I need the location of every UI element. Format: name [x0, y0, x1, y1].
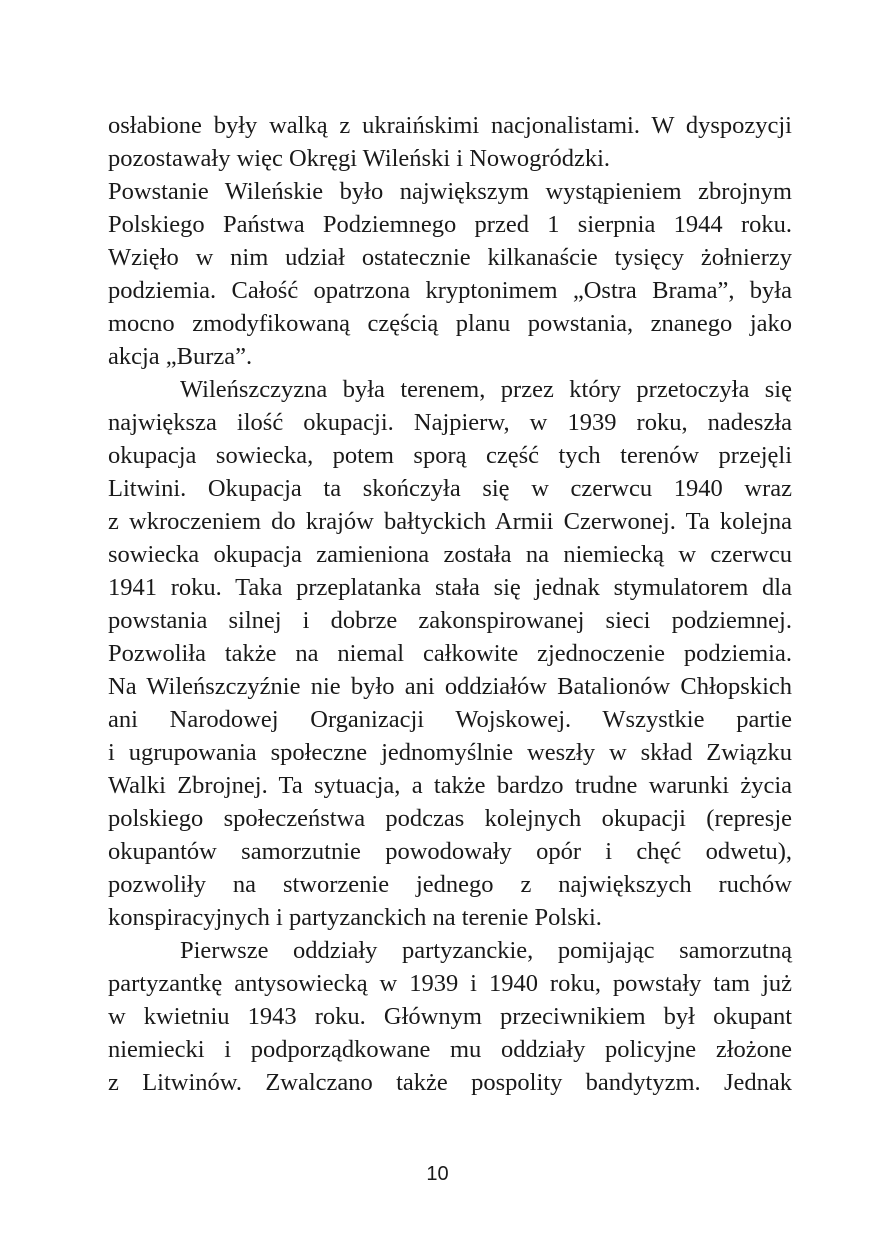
text-line: Na Wileńszczyźnie nie było ani oddziałów Batalionów Chłopskich: [108, 673, 792, 700]
paragraph: [108, 934, 792, 1099]
text-line: okupantów samorzutnie powodowały opór i chęć odwetu),: [108, 838, 792, 865]
text-line: 1941 roku. Taka przeplatanka stała się jednak stymulatorem dla: [108, 574, 792, 601]
text-line: konspiracyjnych i partyzanckich na terenie Polski.: [108, 904, 602, 931]
text-line: w kwietniu 1943 roku. Głównym przeciwnikiem był okupant: [108, 1003, 792, 1030]
text-line: Litwini. Okupacja ta skończyła się w czerwcu 1940 wraz: [108, 475, 792, 502]
text-line: ani Narodowej Organizacji Wojskowej. Wszystkie partie: [108, 706, 792, 733]
text-line: Pierwsze oddziały partyzanckie, pomijając samorzutną: [180, 937, 792, 964]
text-line: partyzantkę antysowiecką w 1939 i 1940 roku, powstały tam już: [108, 970, 792, 997]
text-line: największa ilość okupacji. Najpierw, w 1939 roku, nadeszła: [108, 409, 792, 436]
text-line: mocno zmodyfikowaną częścią planu powstania, znanego jako: [108, 310, 792, 337]
text-line: Pozwoliła także na niemal całkowite zjednoczenie podziemia.: [108, 640, 792, 667]
paragraph: [108, 373, 792, 934]
text-line: niemiecki i podporządkowane mu oddziały policyjne złożone: [108, 1036, 792, 1063]
text-line: pozwoliły na stworzenie jednego z największych ruchów: [108, 871, 792, 898]
text-line: Wileńszczyzna była terenem, przez który przetoczyła się: [180, 376, 792, 403]
page-number: 10: [426, 1163, 449, 1185]
text-line: akcja „Burza”.: [108, 343, 253, 370]
text-line: z Litwinów. Zwalczano także pospolity bandytyzm. Jednak: [108, 1069, 792, 1096]
paragraph: [108, 175, 792, 373]
text-line: Wzięło w nim udział ostatecznie kilkanaście tysięcy żołnierzy: [108, 244, 792, 271]
text-line: powstania silnej i dobrze zakonspirowanej sieci podziemnej.: [108, 607, 792, 634]
text-line: polskiego społeczeństwa podczas kolejnych okupacji (represje: [108, 805, 792, 832]
text-line: podziemia. Całość opatrzona kryptonimem „Ostra Brama”, była: [108, 277, 792, 304]
text-line: okupacja sowiecka, potem sporą część tych terenów przejęli: [108, 442, 792, 469]
text-line: Powstanie Wileńskie było największym wystąpieniem zbrojnym: [108, 178, 792, 205]
paragraph: [108, 109, 792, 175]
text-line: z wkroczeniem do krajów bałtyckich Armii Czerwonej. Ta kolejna: [108, 508, 792, 535]
text-line: sowiecka okupacja zamieniona została na niemiecką w czerwcu: [108, 541, 792, 568]
text-line: pozostawały więc Okręgi Wileński i Nowogródzki.: [108, 145, 611, 172]
body-text: [108, 109, 792, 1099]
text-line: Polskiego Państwa Podziemnego przed 1 sierpnia 1944 roku.: [108, 211, 792, 238]
text-line: Walki Zbrojnej. Ta sytuacja, a także bardzo trudne warunki życia: [108, 772, 792, 799]
text-line: osłabione były walką z ukraińskimi nacjonalistami. W dyspozycji: [108, 112, 792, 139]
text-line: i ugrupowania społeczne jednomyślnie weszły w skład Związku: [108, 739, 792, 766]
